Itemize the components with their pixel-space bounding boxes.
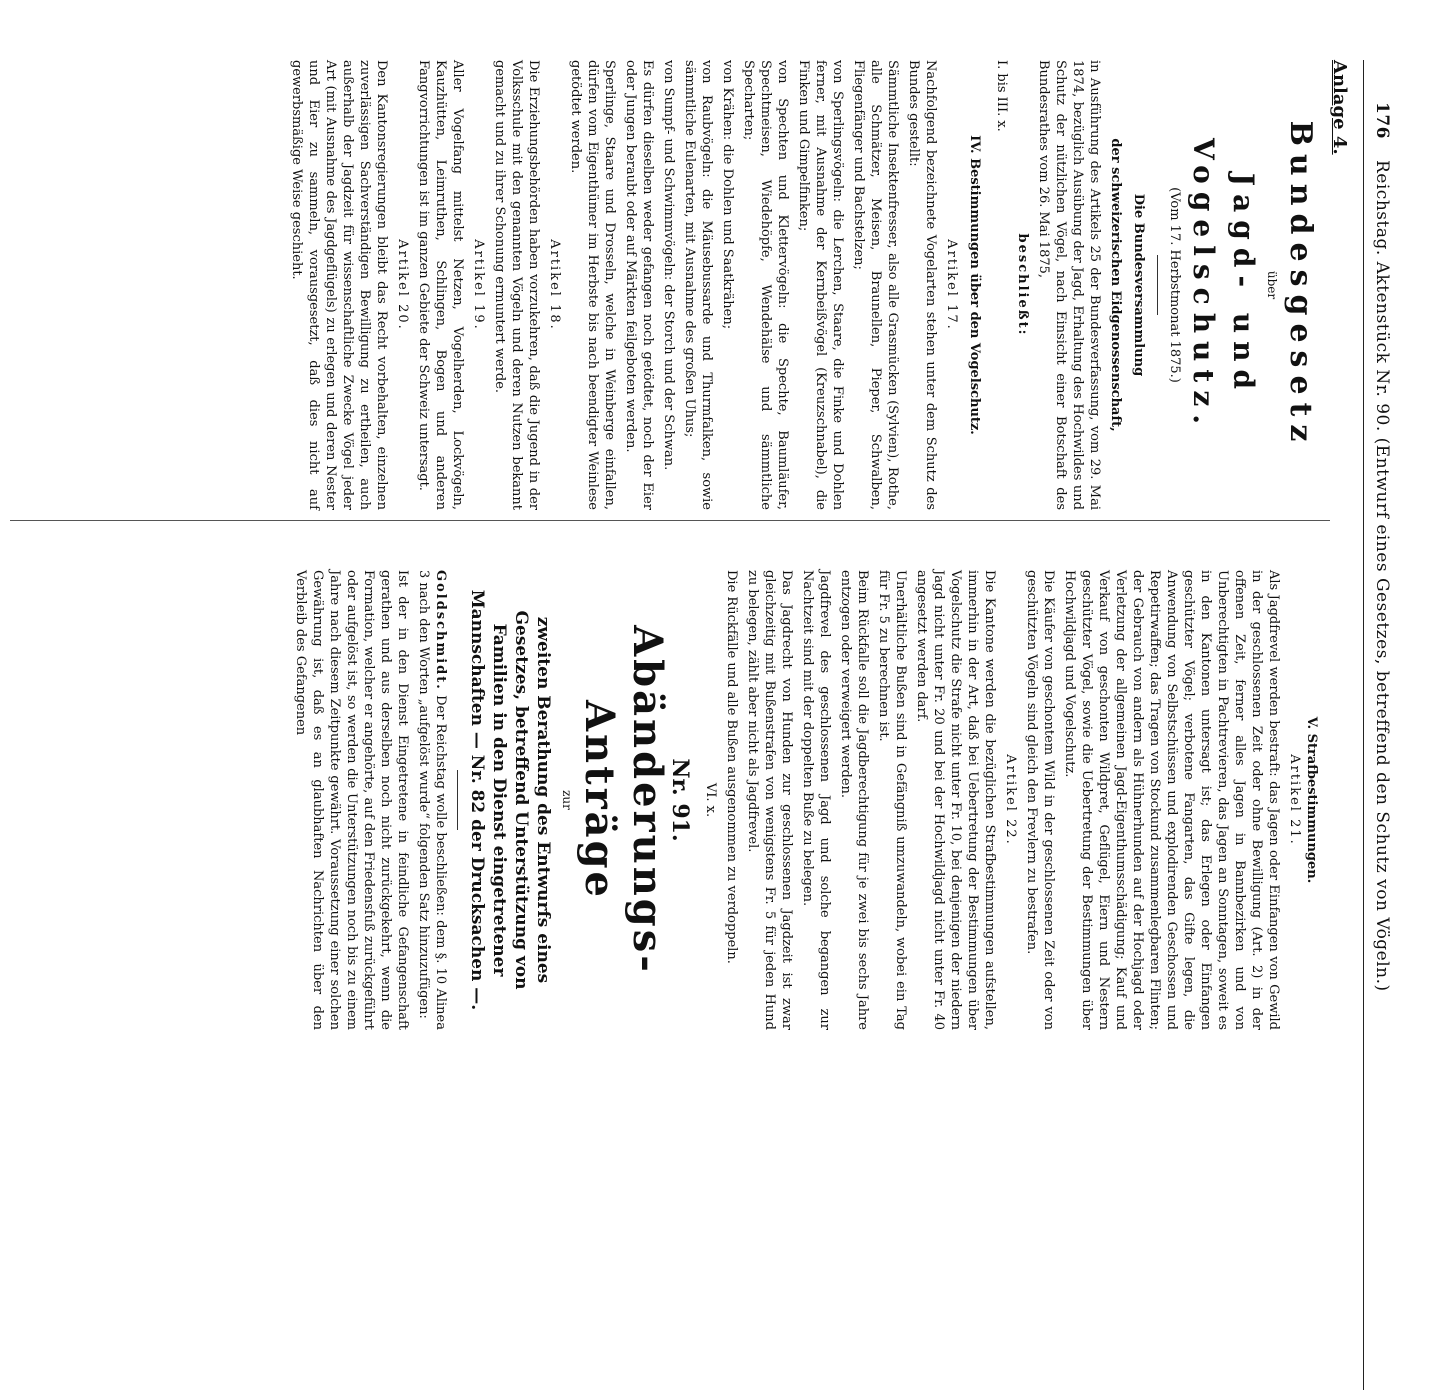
goldschmidt-name: Goldschmidt. [433,570,448,691]
art21-text: Als Jagdfrevel werden bestraft: das Jagen oder Einfangen von Gewild in der geschlossenen Zeit oder ohne Bewilligung (Art. 2) in der offenen Zeit, ferner alles Jagen in Bannbezirken und von Unberechtigten in Pachtrevieren, das Jagen an Sonntagen, soweit es in den Kantonen untersagt ist; das Erlegen oder Einfangen geschützter Vögel; verbotene Fangarten, das Gifte legen, die Anwendung von Selbstschüssen und explodirenden Geschossen und Repetirwaffen; das Tragen von Stockund zusammenlegbaren Flinten; der Gebrauch von andern als Hühnerhunden auf der Hochjagd oder Verletzung der allgemeinen Jagd-Eigenthumsschädigung; Kauf und Verkauf von geschonten Wildpret, Geflügel, Eiern und Nestern geschützter Vögel, sowie die Uebertretung der Bestimmungen über Hochwildjagd und Vogelschutz. [1062,570,1281,1030]
art22-text-6: Die Rückfälle und alle Bußen ausgenommen zu verdoppeln. [724,570,739,964]
nr91-heading: Nr. 91. [667,758,693,842]
art17-item-d: von Krähen: die Dohlen und Saatkrähen; [720,60,735,330]
art22-text-3: Beim Rückfalle soll die Jagdberechtigung für je zwei bis sechs Jahre entzogen oder verweigert werden. [838,570,870,1030]
art22-text-5: Das Jagdrecht von Hunden zur geschlossenen Jagdzeit ist zwar gleichzeitig mit Bußenstrafen von wenigstens Fr. 5 für jeden Hund zu belegen, zählt aber nicht als Jagdfrevel. [745,570,794,1030]
goldschmidt-quote: Ist der in den Dienst Eingetretene in feindliche Gefangenschaft gerathen und aus derselben noch nicht zurückgekehrt, wenn die Formation, welcher er angehörte, auf den Friedensfuß zurückgeführt oder aufgelöst ist, so werden die Unterstützungen noch bis zu einem Jahre nach diesem Zeitpunkte gewährt. Voraussetzung einer solchen Gewährung ist, daß es an glaubhaften Nachrichten über den Verbleib des Gefangenen [293,570,410,1030]
resolves: beschließt: [1015,233,1030,337]
page-header [1360,40,1400,992]
art22-text-2: Unerhältliche Bußen sind in Gefängniß umzuwandeln, wobei ein Tag für Fr. 5 zu berechnen ist. [876,570,908,1030]
art20-heading: Artikel 20. [395,239,410,331]
art18-text: Die Erziehungsbehörden haben vorzukehren, daß die Jugend in der Volksschule mit den genannten Vögeln und deren Nutzen bekannt gemacht und zu ihrer Schonung ermuntert werde. [492,60,541,510]
art20-text: Den Kantonsregierungen bleibt das Recht vorbehalten, einzelnen zuverlässigen Sachverständigen Bewilligung zu ertheilen, auch außerhalb der Jagdzeit für wissenschaftliche Zwecke Vögel jeder Art (mit Ausnahme des Jagdgeflügels) zu erlegen und deren Nester und Eier zu sammeln, vorausgesetzt, daß dies nicht auf gewerbsmäßige Weise geschieht. [289,60,389,510]
art17-item-g: Es dürfen dieselben weder gefangen noch getödtet, noch der Eier oder Jungen beraubt oder auf Märkten feilgeboten werden. [623,60,655,510]
art17-item-e: von Raubvögeln: die Mäusebussarde und Thurmfalken, sowie sämmtliche Eulenarten, mit Ausnahme des großen Uhus; [682,60,714,510]
art21-heading: Artikel 21. [1287,754,1302,846]
art17-item-a: Sämmtliche Insektenfresser, also alle Grasmücken (Sylvien), Rothe, alle Schmätzer, Meisen, Braunellen, Pieper, Schwalben, Fliegenfänger und Bachstelzen; [851,60,900,510]
art17-item-h: Sperlinge, Staare und Drosseln, welche in Weinberge einfallen, dürfen vom Eigenthümer im Herbste bis nach beendigter Weinlese getödtet werden. [568,60,617,510]
art21-text-2: Die Käufer von geschontem Wild in der geschlossenen Zeit oder von geschützten Vögeln sind gleich den Frevlern zu bestrafen. [1024,570,1056,1030]
annex-label: Anlage 4. [1329,60,1350,155]
section-i-iii: I. bis III. x. [994,60,1009,132]
confederation-line: der schweizerischen Eidgenossenschaft, [1108,138,1123,432]
second-reading-title: zweiten Berathung des Entwurfs eines Gesetzes, betreffend Unterstützung von Familien in den Dienst eingetretener Mannschaften — Nr. 82 der Drucksachen —. [467,589,553,1011]
title-date: (Vom 17. Herbstmonat 1875.) [1167,187,1182,383]
title-bundesgesetz: Bundesgesetz [1283,120,1318,450]
separator [1157,255,1158,315]
title-jagd: Jagd- und Vogelschutz. [1187,138,1260,432]
art22-text-4: Jagdfrevel des geschlossenen Jagd und solche begangen zur Nachtzeit sind mit der doppelten Buße zu belegen. [800,570,832,1030]
section-v-heading: V. Strafbestimmungen. [1304,716,1319,884]
assembly-heading: Die Bundesversammlung [1131,193,1146,377]
art22-text: Die Kantone werden die bezüglichen Strafbestimmungen aufstellen, immerhin in der Art, daß bei Uebertretung der Bestimmungen über Vogelschutz die Strafe nicht unter Fr. 10, bei denjenigen der niedern Jagd nicht unter Fr. 20 und bei der Hochwildjagd nicht unter Fr. 40 angesetzt werden darf. [914,570,997,1030]
preamble: in Ausführung des Artikels 25 der Bundesverfassung, vom 29. Mai 1874, bezüglich Ausübung der Jagd, Erhaltung des Hochwildes und Schutz der nützlichen Vögel, nach Einsicht einer Botschaft des Bundesrathes vom 26. Mai 1875, [1036,60,1102,510]
amendments-title: Abänderungs-Anträge [576,625,671,975]
zur-label: zur [560,790,574,810]
left-column [284,60,1320,510]
right-column [288,570,1320,1030]
column-divider [10,520,1330,521]
separator-2 [457,770,458,830]
art22-heading: Artikel 22. [1003,754,1018,846]
art18-heading: Artikel 18. [547,239,562,331]
art17-text: Nachfolgend bezeichnete Vogelarten stehen unter dem Schutz des Bundes gestellt: [906,60,938,510]
running-title: Reichstag. Aktenstück Nr. 90. (Entwurf eines Gesetzes, betreffend den Schutz von Vögeln.) [1372,160,1392,992]
page-number: 176 [1372,102,1392,139]
art17-item-c: von Spechten und Klettervögeln: die Spechte, Baumläufer, Spechtmeisen, Wiedehöpfe, Wendehälse und sämmtliche Specharten; [741,60,790,510]
art19-text: Aller Vogelfang mittelst Netzen, Vogelherden, Lockvögeln, Kauzhütten, Leimruthen, Schlingen, Bogen und anderen Fangvorrichtungen ist im ganzen Gebiete der Schweiz untersagt. [416,60,465,510]
goldschmidt-text: Der Reichstag wolle beschließen: dem §. 10 Alinea 3 nach den Worten „aufgelöst wurde“ folgenden Satz hinzuzufügen: [416,570,448,1030]
art17-heading: Artikel 17. [944,239,959,331]
art19-heading: Artikel 19. [471,239,486,331]
title-ueber: über [1265,270,1279,300]
art17-item-f: von Sumpf- und Schwimmvögeln: der Storch und der Schwan. [661,60,676,471]
section-vi: VI. x. [703,782,718,818]
section-iv-heading: IV. Bestimmungen über den Vogelschutz. [967,135,982,435]
art17-item-b: von Sperlingsvögeln: die Lerchen, Staare, die Finke und Dohlen ferner, mit Ausnahme der Kernbeißvögel (Kreuzschnabel), die Finken und Gimpelfinken; [796,60,845,510]
